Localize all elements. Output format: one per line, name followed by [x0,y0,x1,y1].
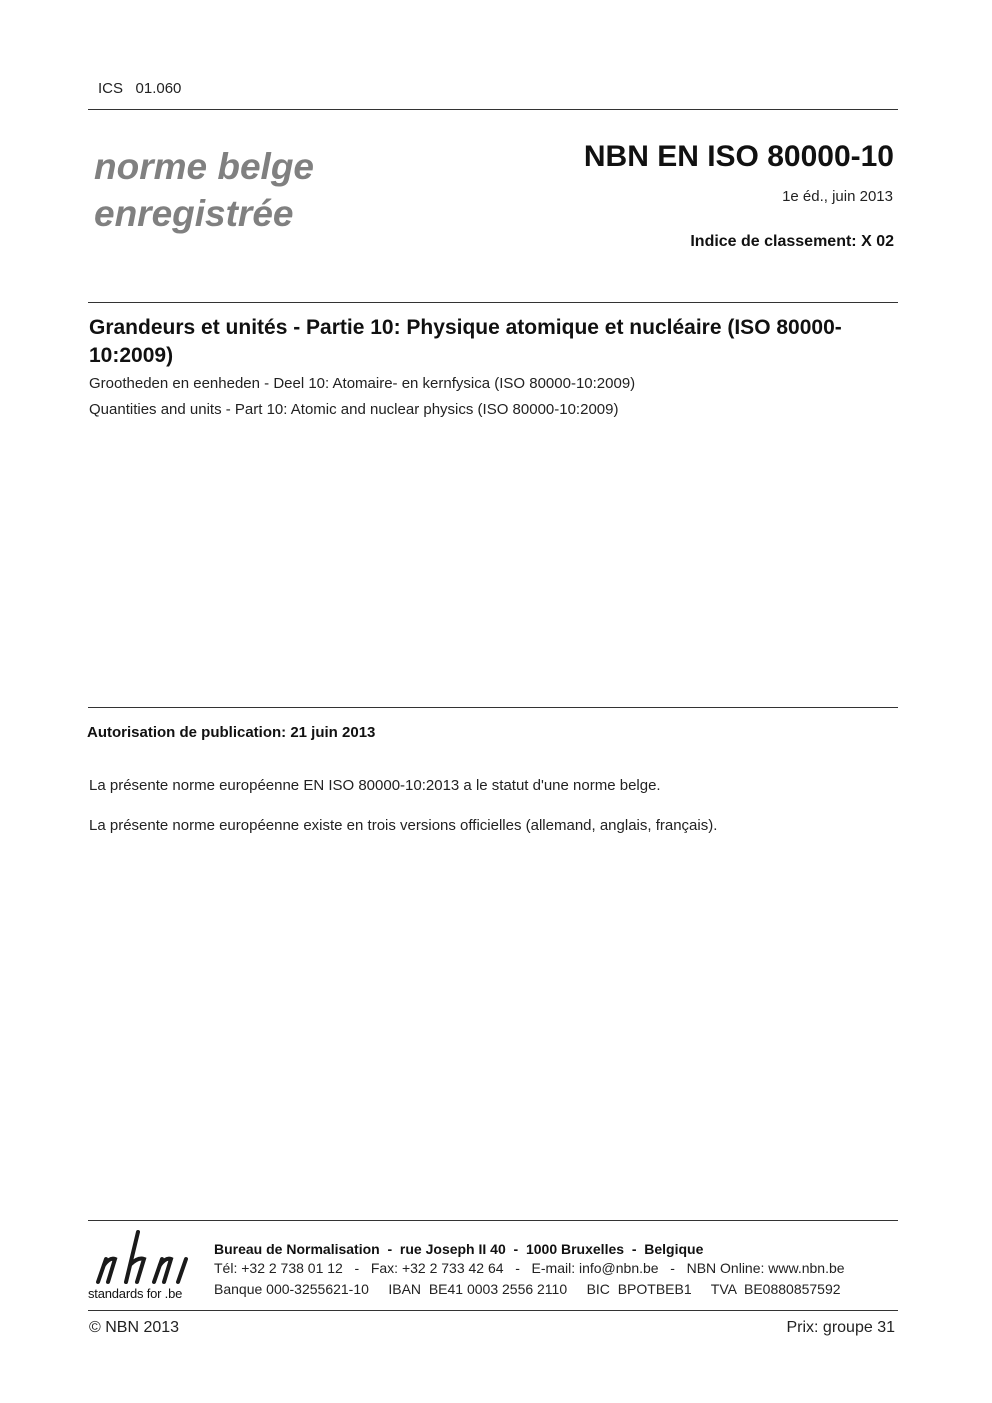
brand-title [94,143,314,237]
footer-divider [88,1220,898,1221]
title-english: Quantities and units - Part 10: Atomic and nuclear physics (ISO 80000-10:2009) [89,401,619,418]
organization-address: Bureau de Normalisation - rue Joseph II 40 - 1000 Bruxelles - Belgique [214,1241,704,1257]
standard-number: NBN EN ISO 80000-10 [583,140,894,173]
copyright: © NBN 2013 [89,1319,180,1336]
bottom-divider [88,1310,898,1311]
brand-line-2: enregistrée [94,193,294,234]
title-divider [88,302,898,303]
header-divider [88,109,898,110]
bank-details: Banque 000-3255621-10 IBAN BE41 0003 2556 2110 BIC BPOTBEB1 TVA BE0880857592 [214,1281,841,1297]
body-divider [88,707,898,708]
status-paragraph: La présente norme européenne EN ISO 80000-10:2013 a le statut d'une norme belge. [89,777,661,794]
price-group: Prix: groupe 31 [786,1319,895,1336]
edition-info: 1e éd., juin 2013 [782,188,893,205]
classification-index: Indice de classement: X 02 [690,233,894,250]
versions-paragraph: La présente norme européenne existe en trois versions officielles (allemand, anglais, français). [89,817,718,834]
contact-details: Tél: +32 2 738 01 12 - Fax: +32 2 733 42 64 - E-mail: info@nbn.be - NBN Online: www.nbn.be [214,1260,845,1276]
title-french: Grandeurs et unités - Partie 10: Physique atomique et nucléaire (ISO 80000-10:2009) [89,316,842,367]
ics-code: ICS 01.060 [98,80,182,97]
logo-tagline: standards for .be [88,1286,183,1301]
brand-line-1: norme belge [94,146,314,187]
title-dutch: Grootheden en eenheden - Deel 10: Atomaire- en kernfysica (ISO 80000-10:2009) [89,375,636,392]
publication-authorization: Autorisation de publication: 21 juin 2013 [87,724,376,741]
